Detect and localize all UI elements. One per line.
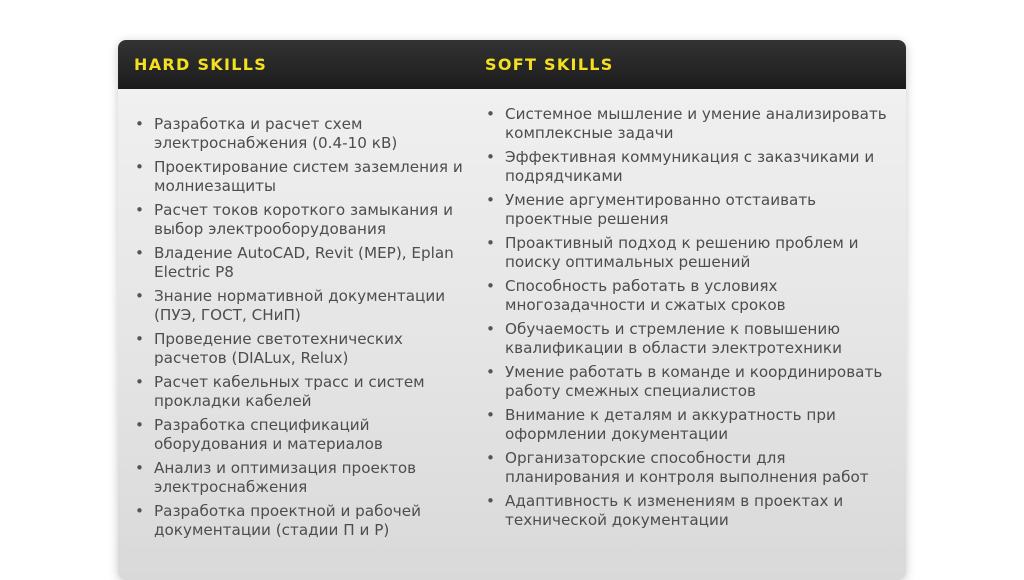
hard-skill-text: Проектирование систем заземления и молниезащиты bbox=[154, 158, 463, 195]
bullet-icon: • bbox=[135, 287, 144, 305]
bullet-icon: • bbox=[135, 416, 144, 434]
bullet-icon: • bbox=[486, 191, 495, 209]
bullet-icon: • bbox=[486, 449, 495, 467]
bullet-icon: • bbox=[135, 115, 144, 133]
list-item bbox=[135, 502, 465, 540]
hard-skill-text: Знание нормативной документации (ПУЭ, ГОСТ, СНиП) bbox=[154, 287, 446, 324]
list-item bbox=[135, 373, 465, 411]
soft-skill-text: Эффективная коммуникация с заказчиками и подрядчиками bbox=[505, 148, 875, 185]
soft-skills-list bbox=[486, 105, 896, 535]
bullet-icon: • bbox=[135, 244, 144, 262]
bullet-icon: • bbox=[486, 277, 495, 295]
bullet-icon: • bbox=[486, 320, 495, 338]
list-item bbox=[135, 201, 465, 239]
soft-skill-text: Адаптивность к изменениям в проектах и технической документации bbox=[505, 492, 844, 529]
list-item bbox=[486, 148, 896, 186]
hard-skill-text: Проведение светотехнических расчетов (DIALux, Relux) bbox=[154, 330, 403, 367]
list-item bbox=[486, 234, 896, 272]
list-item bbox=[135, 244, 465, 282]
list-item bbox=[486, 191, 896, 229]
soft-skills-title: SOFT SKILLS bbox=[485, 55, 614, 74]
bullet-icon: • bbox=[135, 201, 144, 219]
skills-card bbox=[118, 40, 906, 580]
list-item bbox=[486, 320, 896, 358]
bullet-icon: • bbox=[486, 234, 495, 252]
bullet-icon: • bbox=[486, 406, 495, 424]
list-item bbox=[486, 406, 896, 444]
bullet-icon: • bbox=[486, 492, 495, 510]
soft-skill-text: Обучаемость и стремление к повышению квалификации в области электротехники bbox=[505, 320, 842, 357]
list-item bbox=[486, 449, 896, 487]
list-item bbox=[486, 277, 896, 315]
skills-header bbox=[118, 40, 906, 89]
list-item bbox=[135, 459, 465, 497]
hard-skill-text: Разработка спецификаций оборудования и материалов bbox=[154, 416, 383, 453]
hard-skill-text: Владение AutoCAD, Revit (MEP), Eplan Electric P8 bbox=[154, 244, 454, 281]
soft-skill-text: Внимание к деталям и аккуратность при оформлении документации bbox=[505, 406, 836, 443]
list-item bbox=[486, 492, 896, 530]
list-item bbox=[486, 105, 896, 143]
bullet-icon: • bbox=[135, 158, 144, 176]
bullet-icon: • bbox=[486, 105, 495, 123]
soft-skill-text: Способность работать в условиях многозадачности и сжатых сроков bbox=[505, 277, 786, 314]
list-item bbox=[135, 287, 465, 325]
bullet-icon: • bbox=[135, 502, 144, 520]
hard-skill-text: Расчет токов короткого замыкания и выбор электрооборудования bbox=[154, 201, 453, 238]
list-item bbox=[135, 115, 465, 153]
hard-skill-text: Разработка и расчет схем электроснабжения (0.4-10 кВ) bbox=[154, 115, 398, 152]
list-item bbox=[486, 363, 896, 401]
list-item bbox=[135, 416, 465, 454]
soft-skill-text: Умение работать в команде и координировать работу смежных специалистов bbox=[505, 363, 883, 400]
list-item bbox=[135, 330, 465, 368]
bullet-icon: • bbox=[486, 363, 495, 381]
soft-skill-text: Проактивный подход к решению проблем и поиску оптимальных решений bbox=[505, 234, 859, 271]
bullet-icon: • bbox=[135, 459, 144, 477]
list-item bbox=[135, 158, 465, 196]
bullet-icon: • bbox=[135, 373, 144, 391]
hard-skill-text: Разработка проектной и рабочей документации (стадии П и Р) bbox=[154, 502, 421, 539]
bullet-icon: • bbox=[486, 148, 495, 166]
hard-skills-title: HARD SKILLS bbox=[134, 55, 268, 74]
hard-skills-list bbox=[135, 115, 465, 545]
hard-skill-text: Анализ и оптимизация проектов электроснабжения bbox=[154, 459, 417, 496]
soft-skill-text: Умение аргументированно отстаивать проектные решения bbox=[505, 191, 817, 228]
soft-skill-text: Организаторские способности для планирования и контроля выполнения работ bbox=[505, 449, 869, 486]
soft-skill-text: Системное мышление и умение анализировать комплексные задачи bbox=[505, 105, 887, 142]
bullet-icon: • bbox=[135, 330, 144, 348]
hard-skill-text: Расчет кабельных трасс и систем прокладки кабелей bbox=[154, 373, 425, 410]
